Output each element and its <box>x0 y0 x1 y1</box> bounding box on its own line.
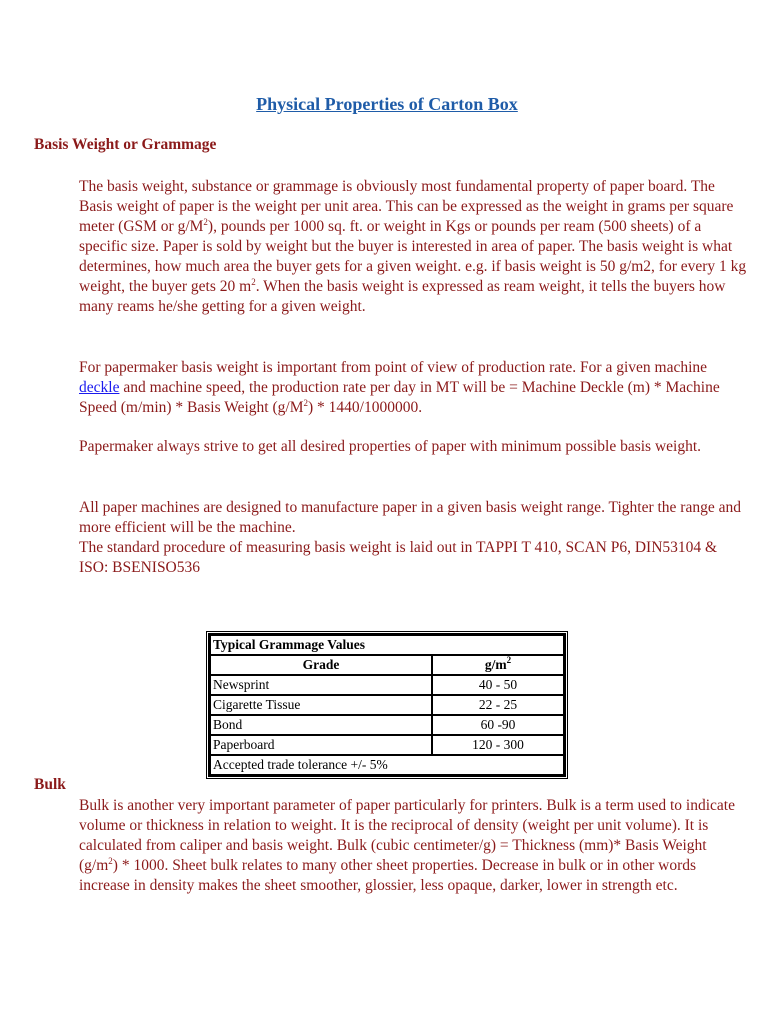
value-cell: 22 - 25 <box>432 695 564 715</box>
bulk-paragraph: Bulk is another very important parameter of paper particularly for printers. Bulk is a term used to indicate volume or thickness in relation to weight. It is the reciprocal of density (weight per unit volume). It is calculated from caliper and basis weight. Bulk (cubic centimeter/g) = Thickness (mm)* Basis Weight $(g/m^2) * 1000$. Sheet bulk relates to many other sheet properties. Decrease in bulk or in other words increase in density makes the sheet smoother, glossier, less opaque, darker, lower in strength etc. <box>79 797 735 894</box>
value-cell: 120 - 300 <box>432 735 564 755</box>
grade-cell: Paperboard <box>210 735 432 755</box>
column-header-unit: $g/m^2$ <box>432 655 564 675</box>
basis-weight-paragraph-4: All paper machines are designed to manufacture paper in a given basis weight range. Tighter the range and more efficient will be the machine. <box>79 499 741 536</box>
grammage-table <box>208 633 566 777</box>
basis-weight-paragraph-3: Papermaker always strive to get all desired properties of paper with minimum possible basis weight. <box>79 438 702 455</box>
table-footer-row <box>210 755 564 775</box>
basis-weight-paragraph-2: For papermaker basis weight is important from point of view of production rate. For a given machine deckle and machine speed, the production rate per day in MT will be = Machine Deckle (m) * Machine Speed (m/min) * Basis Weight $(g/M^2) * 1440/1000000$. <box>79 359 720 416</box>
table-caption-row <box>210 635 564 655</box>
section-heading-basis-weight: Basis Weight or Grammage <box>34 136 217 153</box>
section-heading-bulk: Bulk <box>34 776 66 793</box>
grade-cell: Bond <box>210 715 432 735</box>
deckle-link[interactable]: deckle <box>79 379 120 396</box>
value-cell: 40 - 50 <box>432 675 564 695</box>
page-title: Physical Properties of Carton Box <box>256 94 518 114</box>
table-row <box>210 675 564 695</box>
table-row <box>210 735 564 755</box>
table-footer: Accepted trade tolerance +/- 5% <box>210 755 564 775</box>
basis-weight-paragraph-5: The standard procedure of measuring basis weight is laid out in TAPPI T 410, SCAN P6, DIN53104 & ISO: BSENISO536 <box>79 539 718 576</box>
basis-weight-paragraph-1: The basis weight, substance or grammage is obviously most fundamental property of paper board. The Basis weight of paper is the weight per unit area. This can be expressed as the weight in grams per square meter (GSM or $g/M^2$), pounds per 1000 sq. ft. or weight in Kgs or pounds per ream (500 sheets) of a specific size. Paper is sold by weight but the buyer is interested in area of paper. The basis weight is what determines, how much area the buyer gets for a given weight. e.g. if basis weight is 50 g/m2, for every 1 kg weight, the buyer gets 20 $m^2$. When the basis weight is expressed as ream weight, it tells the buyers how many reams he/she getting for a given weight. <box>79 178 747 315</box>
table-header-row <box>210 655 564 675</box>
grade-cell: Newsprint <box>210 675 432 695</box>
value-cell: 60 -90 <box>432 715 564 735</box>
column-header-grade: Grade <box>210 655 432 675</box>
table-caption: Typical Grammage Values <box>210 635 564 655</box>
grade-cell: Cigarette Tissue <box>210 695 432 715</box>
table-row <box>210 715 564 735</box>
table-row <box>210 695 564 715</box>
